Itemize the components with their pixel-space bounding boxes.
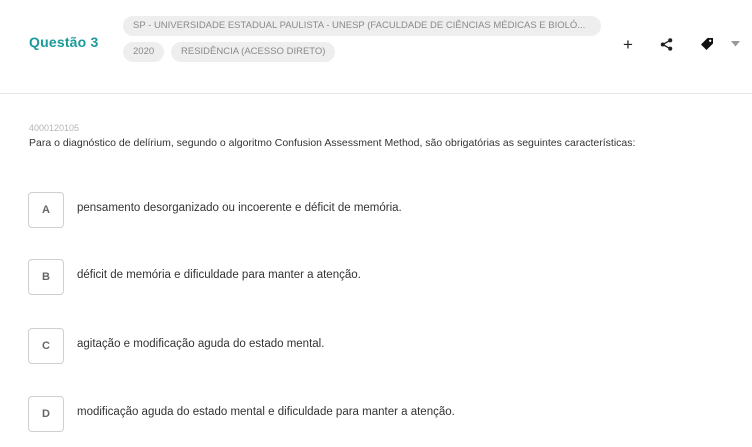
option-letter[interactable]: D [28,396,64,432]
tag-icon [700,37,714,51]
question-code: 4000120105 [29,123,80,133]
question-statement: Para o diagnóstico de delírium, segundo o algoritmo Confusion Assessment Method, são obrigatórias as seguintes características: [29,137,636,149]
more-options-button[interactable] [724,33,746,55]
chevron-down-icon [731,41,740,47]
option-text[interactable]: modificação aguda do estado mental e dificuldade para manter a atenção. [77,406,455,418]
option-c[interactable] [28,328,728,364]
share-icon [660,38,673,51]
add-button[interactable] [617,33,639,55]
option-a[interactable] [28,192,728,228]
option-text[interactable]: déficit de memória e dificuldade para manter a atenção. [77,269,361,281]
year-tag[interactable]: 2020 [123,42,164,62]
option-d[interactable] [28,396,728,432]
option-text[interactable]: agitação e modificação aguda do estado mental. [77,338,325,350]
share-button[interactable] [655,33,677,55]
option-b[interactable] [28,259,728,295]
institution-tag[interactable]: SP - UNIVERSIDADE ESTADUAL PAULISTA - UNESP (FACULDADE DE CIÊNCIAS MÉDICAS E BIOLÓ... [123,16,601,36]
option-letter[interactable]: C [28,328,64,364]
tag-button[interactable] [696,33,718,55]
question-number: Questão 3 [29,34,99,50]
option-letter[interactable]: B [28,259,64,295]
option-letter[interactable]: A [28,192,64,228]
option-text[interactable]: pensamento desorganizado ou incoerente e déficit de memória. [77,202,402,214]
exam-type-tag[interactable]: RESIDÊNCIA (ACESSO DIRETO) [171,42,335,62]
plus-icon: + [623,34,633,54]
question-header [0,0,752,94]
